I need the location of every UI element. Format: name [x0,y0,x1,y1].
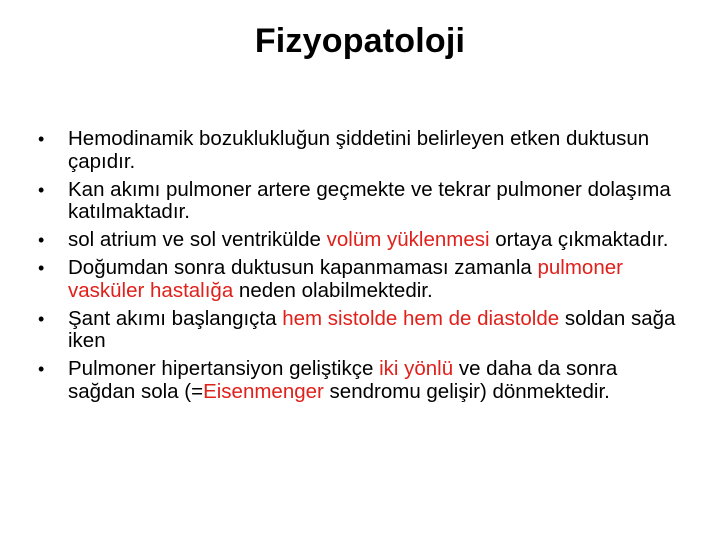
slide-title: Fizyopatoloji [254,22,466,60]
highlighted-text: iki yönlü [379,357,454,380]
text-run: neden olabilmektedir. [233,278,433,302]
text-run: Pulmoner hipertansiyon geliştikçe [68,357,380,380]
text-run: Doğumdan sonra duktusun kapanmaması zamanla [68,256,538,279]
text-run: soldan sağa iken [68,306,676,352]
bullet-dot-icon: • [38,230,45,250]
bullet-text [68,256,623,302]
highlighted-text: pulmoner vasküler hastalığa [68,256,623,302]
text-run: sol atrium ve sol ventrikülde [68,228,327,251]
bullet-item [38,257,678,302]
highlighted-text: hem sistolde hem de diastolde [282,306,560,330]
bullet-item [38,308,678,353]
bullet-item [38,229,678,252]
highlighted-text: volüm yüklenmesi [326,228,490,251]
highlighted-text: Eisenmenger [203,379,324,403]
bullet-list [38,128,678,409]
text-run: Kan akımı pulmoner artere geçmekte ve tekrar pulmoner dolaşıma katılmaktadır. [68,177,671,223]
bullet-dot-icon: • [38,129,45,149]
bullet-dot-icon: • [38,308,45,329]
text-run: sendromu gelişir) dönmektedir. [323,379,610,403]
bullet-text [68,357,617,403]
bullet-text [68,127,649,173]
bullet-text [68,178,671,224]
text-run: ortaya çıkmaktadır. [489,228,669,251]
bullet-text [68,307,675,353]
bullet-dot-icon: • [38,179,45,200]
text-run: ve daha da sonra sağdan sola (= [68,357,618,403]
text-run: Şant akımı başlangıçta [68,306,283,330]
bullet-dot-icon: • [38,359,45,379]
bullet-item [38,358,678,403]
bullet-text [68,228,668,251]
text-run: Hemodinamik bozuklukluğun şiddetini belirleyen etken duktusun çapıdır. [68,127,650,173]
bullet-dot-icon: • [38,258,45,278]
bullet-item [38,179,678,224]
bullet-item [38,128,678,173]
